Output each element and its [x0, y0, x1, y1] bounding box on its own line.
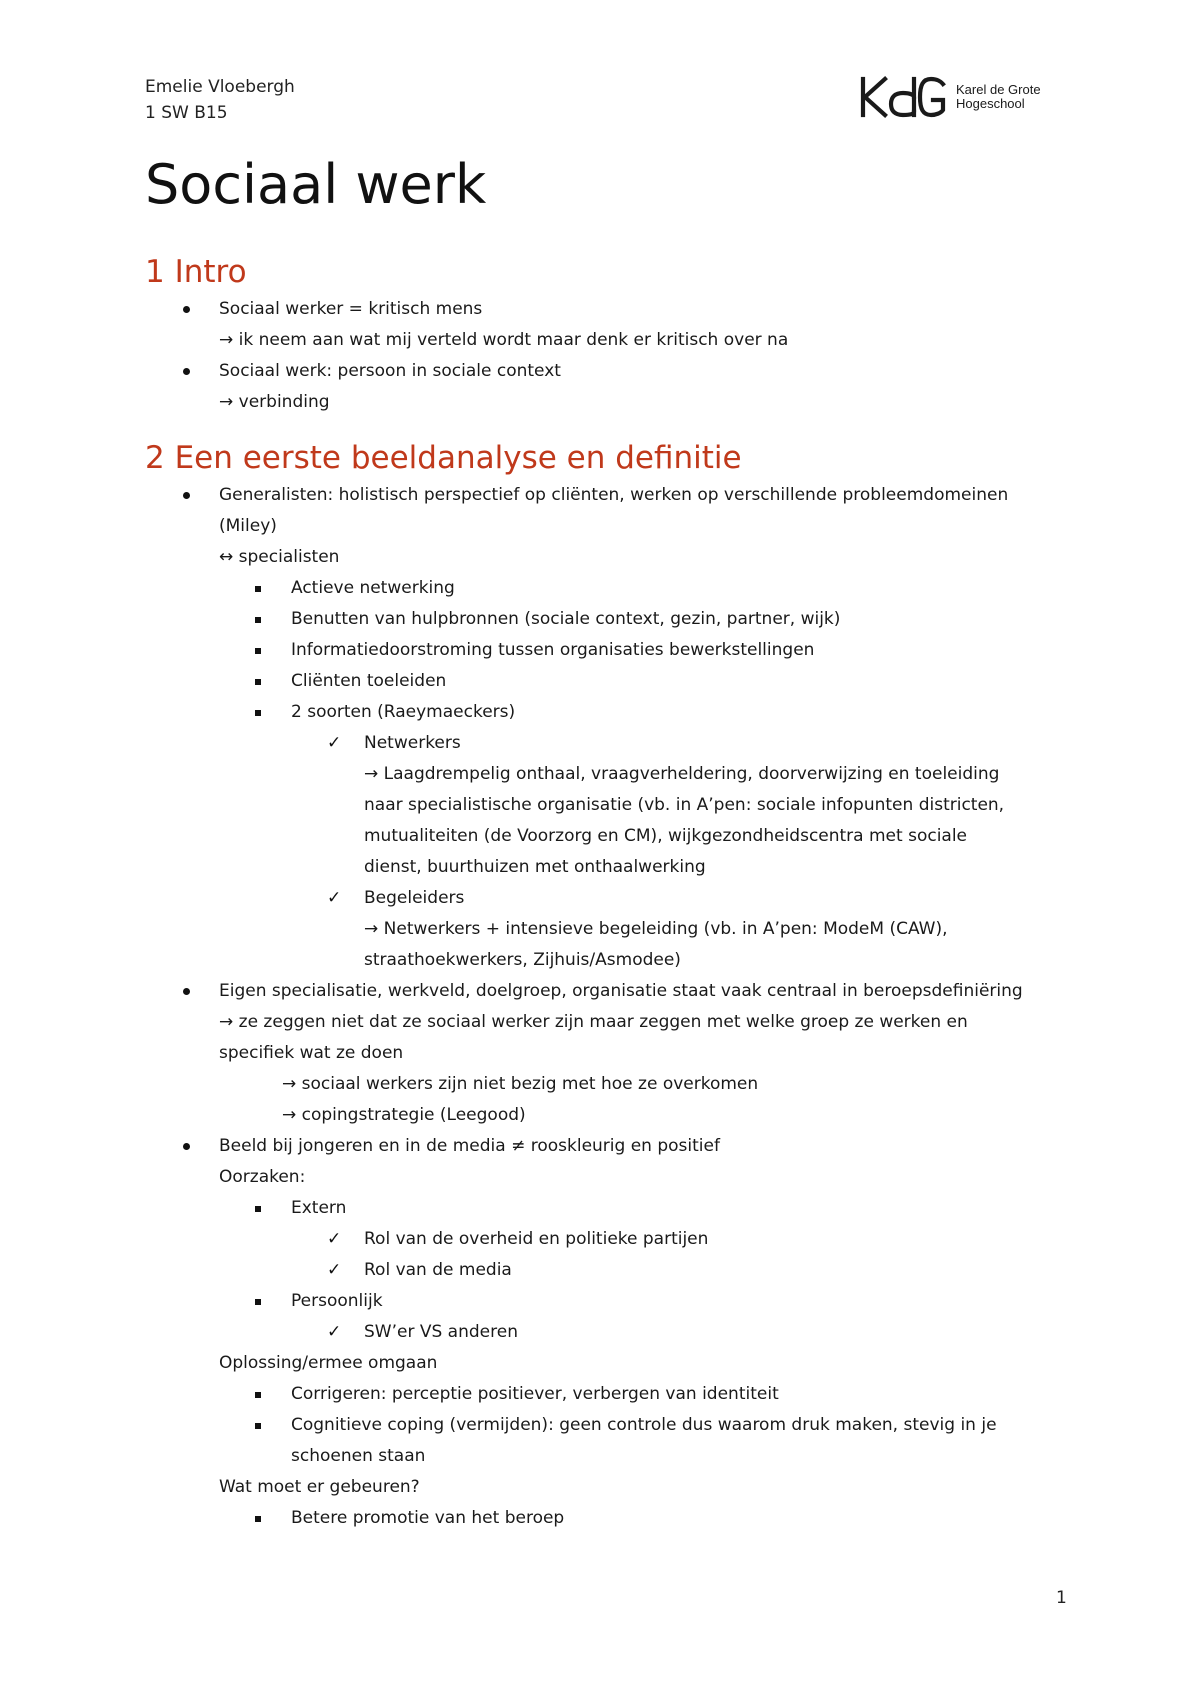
- list-item-continuation: → ik neem aan wat mij verteld wordt maar denk er kritisch over na: [219, 330, 789, 350]
- bullet-square-icon: [255, 1516, 261, 1522]
- bullet-square-icon: [255, 679, 261, 685]
- sub-list-item: Extern: [145, 1193, 1065, 1224]
- list-item-continuation: ↔ specialisten: [219, 547, 340, 567]
- bullet-square-icon: [255, 710, 261, 716]
- list-item-continuation: → verbinding: [219, 392, 330, 412]
- checkmark-icon: ✓: [327, 1322, 342, 1342]
- logo-line-2: Hogeschool: [956, 96, 1025, 111]
- check-list-item: ✓ Netwerkers: [145, 728, 1065, 759]
- list-item: Sociaal werker = kritisch mens: [145, 294, 1065, 325]
- class-code: 1 SW B15: [145, 103, 228, 123]
- page-number: 1: [1056, 1588, 1067, 1608]
- logo-wordmark: [956, 83, 1041, 111]
- check-list-item-continuation: straathoekwerkers, Zijhuis/Asmodee): [364, 950, 681, 970]
- check-list-item: ✓ Rol van de overheid en politieke partijen: [145, 1224, 1065, 1255]
- list-item: Generalisten: holistisch perspectief op cliënten, werken op verschillende probleemdomeinen: [145, 480, 1065, 511]
- bullet-square-icon: [255, 1299, 261, 1305]
- check-list-item: ✓ Rol van de media: [145, 1255, 1065, 1286]
- section-heading-intro: 1 Intro: [145, 254, 247, 290]
- document-title: Sociaal werk: [145, 153, 487, 216]
- sub-list-item: Corrigeren: perceptie positiever, verbergen van identiteit: [145, 1379, 1065, 1410]
- check-list-item-continuation: → Laagdrempelig onthaal, vraagverheldering, doorverwijzing en toeleiding: [364, 764, 1000, 784]
- sub-list-item: Cognitieve coping (vermijden): geen controle dus waarom druk maken, stevig in je: [145, 1410, 1065, 1441]
- logo-line-1: Karel de Grote: [956, 82, 1041, 97]
- check-list-item-continuation: → Netwerkers + intensieve begeleiding (vb. in A’pen: ModeM (CAW),: [364, 919, 948, 939]
- sub-list-item: Cliënten toeleiden: [145, 666, 1065, 697]
- list-item-continuation: → ze zeggen niet dat ze sociaal werker zijn maar zeggen met welke groep ze werken en: [219, 1012, 968, 1032]
- sub-list-item: Persoonlijk: [145, 1286, 1065, 1317]
- list-item-continuation: Oorzaken:: [219, 1167, 306, 1187]
- check-list-item-continuation: dienst, buurthuizen met onthaalwerking: [364, 857, 706, 877]
- list-item-continuation: specifiek wat ze doen: [219, 1043, 404, 1063]
- sub-list-item: Benutten van hulpbronnen (sociale context, gezin, partner, wijk): [145, 604, 1065, 635]
- check-list-item: ✓ SW’er VS anderen: [145, 1317, 1065, 1348]
- sub-list-item: Informatiedoorstroming tussen organisaties bewerkstellingen: [145, 635, 1065, 666]
- checkmark-icon: ✓: [327, 1229, 342, 1249]
- sub-list-item: Actieve netwerking: [145, 573, 1065, 604]
- list-item: Sociaal werk: persoon in sociale context: [145, 356, 1065, 387]
- bullet-square-icon: [255, 648, 261, 654]
- list-item-indented: → copingstrategie (Leegood): [282, 1105, 526, 1125]
- bullet-square-icon: [255, 1423, 261, 1429]
- bullet-square-icon: [255, 617, 261, 623]
- list-item-continuation: (Miley): [219, 516, 277, 536]
- kdg-logo: [860, 76, 1041, 118]
- document-body: [145, 250, 1065, 1534]
- list-item-continuation: Wat moet er gebeuren?: [219, 1477, 420, 1497]
- bullet-square-icon: [255, 586, 261, 592]
- bullet-square-icon: [255, 1392, 261, 1398]
- list-item-continuation: Oplossing/ermee omgaan: [219, 1353, 438, 1373]
- bullet-dot-icon: [183, 306, 190, 313]
- list-item: Beeld bij jongeren en in de media ≠ rooskleurig en positief: [145, 1131, 1065, 1162]
- author-name: Emelie Vloebergh: [145, 77, 295, 97]
- check-list-item: ✓ Begeleiders: [145, 883, 1065, 914]
- checkmark-icon: ✓: [327, 1260, 342, 1280]
- bullet-dot-icon: [183, 1143, 190, 1150]
- bullet-dot-icon: [183, 368, 190, 375]
- list-item-indented: → sociaal werkers zijn niet bezig met hoe ze overkomen: [282, 1074, 759, 1094]
- list-item: Eigen specialisatie, werkveld, doelgroep, organisatie staat vaak centraal in beroepsdefiniëring: [145, 976, 1065, 1007]
- check-list-item-continuation: mutualiteiten (de Voorzorg en CM), wijkgezondheidscentra met sociale: [364, 826, 968, 846]
- checkmark-icon: ✓: [327, 733, 342, 753]
- page-header: [145, 74, 295, 126]
- section-heading-beeldanalyse: 2 Een eerste beeldanalyse en definitie: [145, 440, 742, 476]
- check-list-item-continuation: naar specialistische organisatie (vb. in A’pen: sociale infopunten districten,: [364, 795, 1005, 815]
- bullet-dot-icon: [183, 492, 190, 499]
- sub-list-item-continuation: schoenen staan: [291, 1446, 426, 1466]
- sub-list-item: Betere promotie van het beroep: [145, 1503, 1065, 1534]
- checkmark-icon: ✓: [327, 888, 342, 908]
- bullet-square-icon: [255, 1206, 261, 1212]
- kdg-logo-mark: [860, 76, 946, 118]
- sub-list-item: 2 soorten (Raeymaeckers): [145, 697, 1065, 728]
- bullet-dot-icon: [183, 988, 190, 995]
